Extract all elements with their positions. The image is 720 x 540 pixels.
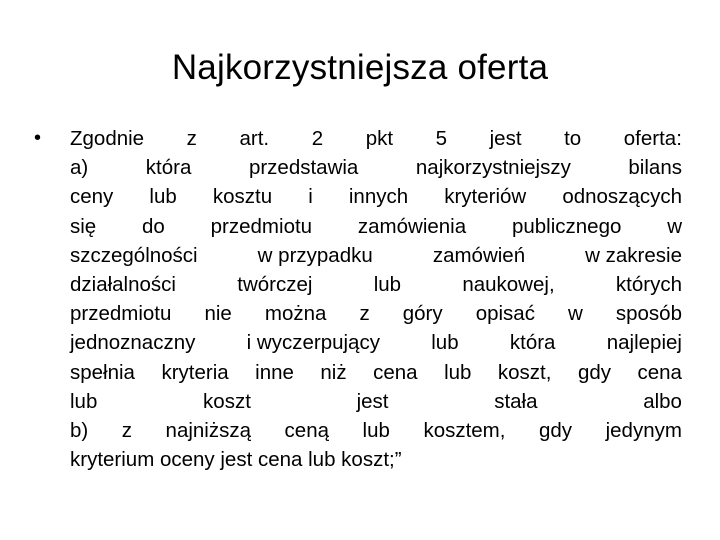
text-word: lub	[149, 185, 177, 209]
text-word: i wyczerpujący	[246, 331, 380, 355]
text-word: sposób	[615, 302, 682, 326]
text-word: bilans	[628, 156, 682, 180]
text-word: inne	[255, 360, 294, 384]
text-line	[70, 299, 682, 328]
text-word: najniższą	[165, 419, 252, 443]
text-word: w	[667, 214, 682, 238]
text-word: cena	[637, 360, 682, 384]
text-word: cena	[373, 360, 418, 384]
text-word: i	[308, 185, 313, 209]
text-word: 5	[435, 127, 448, 150]
text-word: można	[264, 302, 327, 326]
text-line	[70, 358, 682, 387]
bullet-icon: •	[34, 127, 42, 149]
text-word: jednoznaczny	[70, 331, 196, 355]
text-line	[70, 328, 682, 357]
text-line	[70, 212, 682, 241]
text-word: opisać	[475, 302, 535, 326]
text-word: zamówień	[432, 243, 526, 267]
text-word: pkt	[365, 127, 394, 150]
text-word: przedmiotu	[70, 302, 172, 326]
text-line	[70, 241, 682, 270]
text-word: z	[359, 302, 370, 326]
text-line	[70, 387, 682, 416]
text-word: oferta:	[623, 127, 682, 150]
text-word: do	[142, 214, 165, 238]
text-word: działalności	[70, 273, 176, 297]
text-word: z	[121, 419, 133, 443]
text-word: albo	[643, 389, 682, 413]
text-word: przedstawia	[248, 156, 359, 180]
text-word: innych	[348, 185, 409, 209]
text-word: kryteriów	[444, 185, 527, 209]
bullet-item	[30, 124, 682, 474]
text-line	[70, 270, 682, 299]
text-line-last: kryterium oceny jest cena lub koszt;”	[70, 448, 402, 472]
text-word: kosztu	[212, 185, 273, 209]
text-word: gdy	[577, 360, 611, 384]
text-word: spełnia	[70, 360, 135, 384]
text-word: lub	[70, 389, 98, 413]
text-word: gdy	[539, 419, 573, 443]
text-word: jest	[356, 389, 389, 413]
text-word: góry	[402, 302, 443, 326]
text-word: b)	[70, 419, 89, 443]
text-word: jedynym	[605, 419, 682, 443]
text-word: ceny	[70, 185, 114, 209]
text-word: koszt,	[497, 360, 552, 384]
text-word: naukowej,	[462, 273, 555, 297]
text-word: stała	[494, 389, 538, 413]
text-word: kosztem,	[423, 419, 506, 443]
text-word: publicznego	[511, 214, 622, 238]
text-line	[70, 416, 682, 445]
text-word: 2	[311, 127, 324, 150]
bullet-text	[70, 124, 682, 445]
text-word: w	[568, 302, 583, 326]
text-line	[70, 124, 682, 153]
text-word: się	[70, 214, 97, 238]
text-word: z	[186, 127, 197, 150]
text-word: nie	[204, 302, 232, 326]
text-word: odnoszących	[562, 185, 682, 209]
text-word: ceną	[284, 419, 330, 443]
text-word: a)	[70, 156, 89, 180]
text-word: przedmiotu	[210, 214, 313, 238]
text-word: art.	[239, 127, 270, 150]
text-word: lub	[444, 360, 472, 384]
text-word: niż	[320, 360, 347, 384]
text-word: szczególności	[70, 243, 198, 267]
text-word: Zgodnie	[70, 127, 145, 150]
text-word: lub	[431, 331, 459, 355]
text-line	[70, 182, 682, 211]
text-word: to	[564, 127, 582, 150]
slide-title: Najkorzystniejsza oferta	[171, 48, 549, 87]
text-line	[70, 153, 682, 182]
text-word: kryteria	[161, 360, 229, 384]
text-word: w zakresie	[585, 243, 682, 267]
text-word: zamówienia	[357, 214, 467, 238]
text-word: jest	[489, 127, 522, 150]
text-word: koszt	[203, 389, 251, 413]
text-word: lub	[373, 273, 402, 297]
text-word: która	[145, 156, 192, 180]
text-word: która	[509, 331, 556, 355]
text-word: lub	[362, 419, 390, 443]
text-word: twórczej	[237, 273, 313, 297]
text-word: w przypadku	[257, 243, 373, 267]
text-word: których	[615, 273, 682, 297]
slide-body	[30, 124, 682, 474]
text-word: najlepiej	[606, 331, 682, 355]
text-word: najkorzystniejszy	[415, 156, 571, 180]
